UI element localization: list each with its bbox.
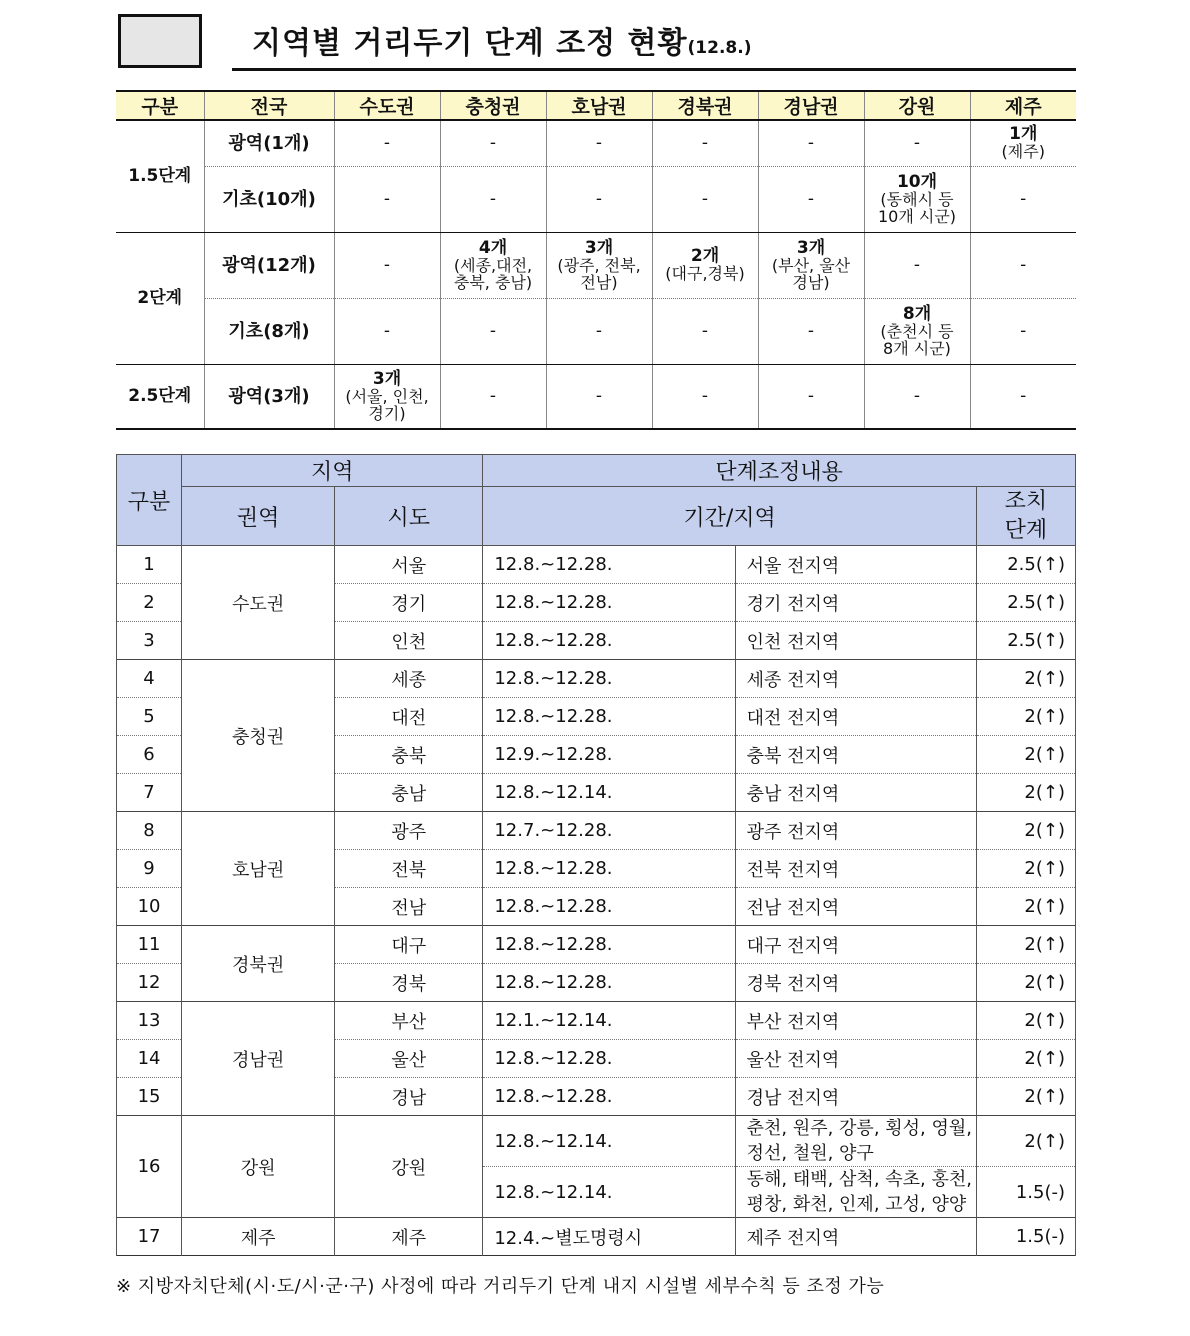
sido-cell: 경기 [335,584,483,622]
cell-count: 10개 [896,171,938,192]
row-number: 16 [117,1116,182,1218]
level-label: 광역(1개) [204,120,334,166]
stage-label: 1.5단계 [116,120,204,232]
period-cell: 12.8.~12.14. [483,774,735,812]
detail-header-period: 기간/지역 [483,487,976,546]
cell-value: - [864,364,970,429]
cell-detail: (세종,대전, [453,255,533,275]
sido-cell: 세종 [335,660,483,698]
sido-cell: 대구 [335,926,483,964]
cell-value: - [440,298,546,364]
summary-row [116,298,1076,364]
row-number: 12 [117,964,182,1002]
measure-level-cell: 2(↑) [976,926,1075,964]
cell-detail: (춘천시 등 [880,321,954,341]
location-cell: 전북 전지역 [735,850,976,888]
area-cell: 경남권 [182,1002,335,1116]
page-title-date: (12.8.) [687,38,752,58]
cell-value: - [546,298,652,364]
location-line: 춘천, 원주, 강릉, 횡성, 영월, [746,1118,972,1139]
period-cell: 12.8.~12.28. [483,660,735,698]
level-label: 기초(8개) [204,298,334,364]
cell-value: - [652,166,758,232]
page-title [252,18,751,62]
location-cell: 울산 전지역 [735,1040,976,1078]
cell-gangwon [864,298,970,364]
sido-cell: 서울 [335,546,483,584]
location-cell: 경남 전지역 [735,1078,976,1116]
location-cell: 서울 전지역 [735,546,976,584]
table-row [117,812,1076,850]
summary-header-gubun: 구분 [116,91,204,120]
cell-value: - [970,166,1076,232]
title-underline [232,68,1076,71]
cell-value: - [440,166,546,232]
period-cell: 12.8.~12.14. [483,1116,735,1167]
cell-chungcheong [440,232,546,298]
cell-honam [546,232,652,298]
cell-detail: (제주) [1001,142,1045,162]
cell-value: - [546,120,652,166]
title-marker-box [118,14,202,68]
detail-subheader-row [117,487,1076,546]
location-cell: 충북 전지역 [735,736,976,774]
cell-detail: 10개 시군) [877,206,957,226]
summary-row [116,364,1076,429]
measure-level-cell: 1.5(-) [976,1167,1075,1218]
sido-cell: 제주 [335,1218,483,1256]
sido-cell: 경남 [335,1078,483,1116]
location-cell: 인천 전지역 [735,622,976,660]
sido-cell: 인천 [335,622,483,660]
level-label: 기초(10개) [204,166,334,232]
summary-header-gangwon: 강원 [864,91,970,120]
row-number: 8 [117,812,182,850]
detail-header-content: 단계조정내용 [483,455,1076,487]
period-cell: 12.8.~12.14. [483,1167,735,1218]
stage-label: 2.5단계 [116,364,204,429]
measure-level-cell: 2(↑) [976,850,1075,888]
summary-header-jeju: 제주 [970,91,1076,120]
location-line: 동해, 태백, 삼척, 속초, 홍천, [746,1169,972,1190]
area-cell: 제주 [182,1218,335,1256]
location-cell: 부산 전지역 [735,1002,976,1040]
area-cell: 수도권 [182,546,335,660]
summary-header-honam: 호남권 [546,91,652,120]
detail-header-gubun: 구분 [117,455,182,546]
period-cell: 12.8.~12.28. [483,1078,735,1116]
cell-detail: 8개 시군) [883,338,951,358]
page-title-text: 지역별 거리두기 단계 조정 현황 [252,26,688,61]
table-row [117,660,1076,698]
cell-value: - [334,166,440,232]
period-cell: 12.1.~12.14. [483,1002,735,1040]
detail-header-row [117,455,1076,487]
level-label: 광역(3개) [204,364,334,429]
cell-sudogwon [334,364,440,429]
sido-cell: 울산 [335,1040,483,1078]
table-row [117,1218,1076,1256]
cell-count: 3개 [796,237,826,258]
cell-detail: 충북, 충남) [453,272,533,292]
cell-gyeongbuk [652,232,758,298]
measure-level-cell: 2(↑) [976,1078,1075,1116]
cell-detail: (대구,경북) [665,264,745,283]
summary-row [116,232,1076,298]
row-number: 17 [117,1218,182,1256]
location-cell: 대전 전지역 [735,698,976,736]
summary-header-sudogwon: 수도권 [334,91,440,120]
measure-level-cell: 2(↑) [976,888,1075,926]
sido-cell: 대전 [335,698,483,736]
cell-value: - [864,232,970,298]
stage-label: 2단계 [116,232,204,364]
detail-header-measure: 조치 단계 [976,487,1075,546]
location-line: 정선, 철원, 양구 [746,1143,874,1164]
level-label: 광역(12개) [204,232,334,298]
table-row [117,926,1076,964]
cell-count: 4개 [478,237,508,258]
cell-value: - [652,120,758,166]
summary-header-national: 전국 [204,91,334,120]
row-number: 1 [117,546,182,584]
cell-value: - [758,120,864,166]
area-cell: 경북권 [182,926,335,1002]
period-cell: 12.8.~12.28. [483,546,735,584]
row-number: 7 [117,774,182,812]
location-cell [735,1116,976,1167]
cell-jeju [970,120,1076,166]
cell-count: 1개 [1009,124,1038,145]
summary-table [116,90,1076,430]
row-number: 9 [117,850,182,888]
location-cell [735,1167,976,1218]
period-cell: 12.9.~12.28. [483,736,735,774]
cell-value: - [970,232,1076,298]
cell-value: - [758,298,864,364]
measure-level-cell: 2.5(↑) [976,584,1075,622]
measure-level-cell: 2(↑) [976,660,1075,698]
location-cell: 충남 전지역 [735,774,976,812]
area-cell: 호남권 [182,812,335,926]
area-cell: 충청권 [182,660,335,812]
location-cell: 경기 전지역 [735,584,976,622]
location-cell: 제주 전지역 [735,1218,976,1256]
period-cell: 12.8.~12.28. [483,698,735,736]
period-cell: 12.8.~12.28. [483,926,735,964]
cell-value: - [970,298,1076,364]
summary-header-gyeongbuk: 경북권 [652,91,758,120]
cell-gyeongnam [758,232,864,298]
cell-count: 8개 [902,303,932,324]
location-cell: 세종 전지역 [735,660,976,698]
footnote: ※ 지방자치단체(시·도/시·군·구) 사정에 따라 거리두기 단계 내지 시설별 세부수칙 등 조정 가능 [116,1276,885,1297]
sido-cell: 부산 [335,1002,483,1040]
period-cell: 12.7.~12.28. [483,812,735,850]
period-cell: 12.8.~12.28. [483,1040,735,1078]
cell-value: - [440,120,546,166]
area-cell: 강원 [182,1116,335,1218]
measure-level-cell: 2(↑) [976,812,1075,850]
row-number: 4 [117,660,182,698]
cell-count: 3개 [584,237,614,258]
summary-row [116,120,1076,166]
cell-count: 2개 [690,246,720,266]
row-number: 3 [117,622,182,660]
cell-value: - [970,364,1076,429]
summary-header-chungcheong: 충청권 [440,91,546,120]
cell-value: - [758,166,864,232]
detail-header-sido: 시도 [335,487,483,546]
measure-level-cell: 2(↑) [976,736,1075,774]
sido-cell: 전남 [335,888,483,926]
detail-header-area: 권역 [182,487,335,546]
cell-value: - [334,298,440,364]
row-number: 10 [117,888,182,926]
detail-table [116,454,1076,1256]
cell-value: - [440,364,546,429]
cell-value: - [546,166,652,232]
table-row [117,1002,1076,1040]
cell-detail: (동해시 등 [880,189,954,209]
location-cell: 경북 전지역 [735,964,976,1002]
cell-value: - [546,364,652,429]
measure-level-cell: 2.5(↑) [976,622,1075,660]
location-cell: 광주 전지역 [735,812,976,850]
cell-detail: 전남) [580,272,618,292]
table-row [117,546,1076,584]
measure-level-cell: 2(↑) [976,1116,1075,1167]
sido-cell: 광주 [335,812,483,850]
period-cell: 12.8.~12.28. [483,964,735,1002]
sido-cell: 전북 [335,850,483,888]
period-cell: 12.8.~12.28. [483,888,735,926]
sido-cell: 충북 [335,736,483,774]
sido-cell: 경북 [335,964,483,1002]
cell-detail: (서울, 인천, [345,386,429,406]
measure-level-cell: 2(↑) [976,774,1075,812]
location-cell: 대구 전지역 [735,926,976,964]
sido-cell: 강원 [335,1116,483,1218]
measure-level-cell: 1.5(-) [976,1218,1075,1256]
sido-cell: 충남 [335,774,483,812]
period-cell: 12.8.~12.28. [483,622,735,660]
row-number: 6 [117,736,182,774]
row-number: 2 [117,584,182,622]
period-cell: 12.8.~12.28. [483,584,735,622]
measure-level-cell: 2.5(↑) [976,546,1075,584]
cell-gangwon [864,166,970,232]
cell-value: - [334,120,440,166]
cell-value: - [864,120,970,166]
measure-level-cell: 2(↑) [976,1002,1075,1040]
row-number: 5 [117,698,182,736]
summary-header-row [116,91,1076,120]
location-cell: 전남 전지역 [735,888,976,926]
cell-detail: (광주, 전북, [557,255,641,275]
cell-value: - [758,364,864,429]
period-cell: 12.8.~12.28. [483,850,735,888]
measure-level-cell: 2(↑) [976,964,1075,1002]
row-number: 15 [117,1078,182,1116]
summary-header-gyeongnam: 경남권 [758,91,864,120]
row-number: 11 [117,926,182,964]
summary-row [116,166,1076,232]
detail-header-region: 지역 [182,455,483,487]
location-line: 평창, 화천, 인제, 고성, 양양 [746,1194,967,1215]
period-cell: 12.4.~별도명령시 [483,1218,735,1256]
table-row [117,1116,1076,1167]
cell-detail: 경기) [368,403,406,423]
cell-value: - [334,232,440,298]
cell-detail: 경남) [792,272,830,292]
row-number: 14 [117,1040,182,1078]
row-number: 13 [117,1002,182,1040]
measure-level-cell: 2(↑) [976,698,1075,736]
measure-level-cell: 2(↑) [976,1040,1075,1078]
cell-value: - [652,298,758,364]
cell-count: 3개 [372,368,402,389]
cell-detail: (부산, 울산 [771,255,851,275]
cell-value: - [652,364,758,429]
